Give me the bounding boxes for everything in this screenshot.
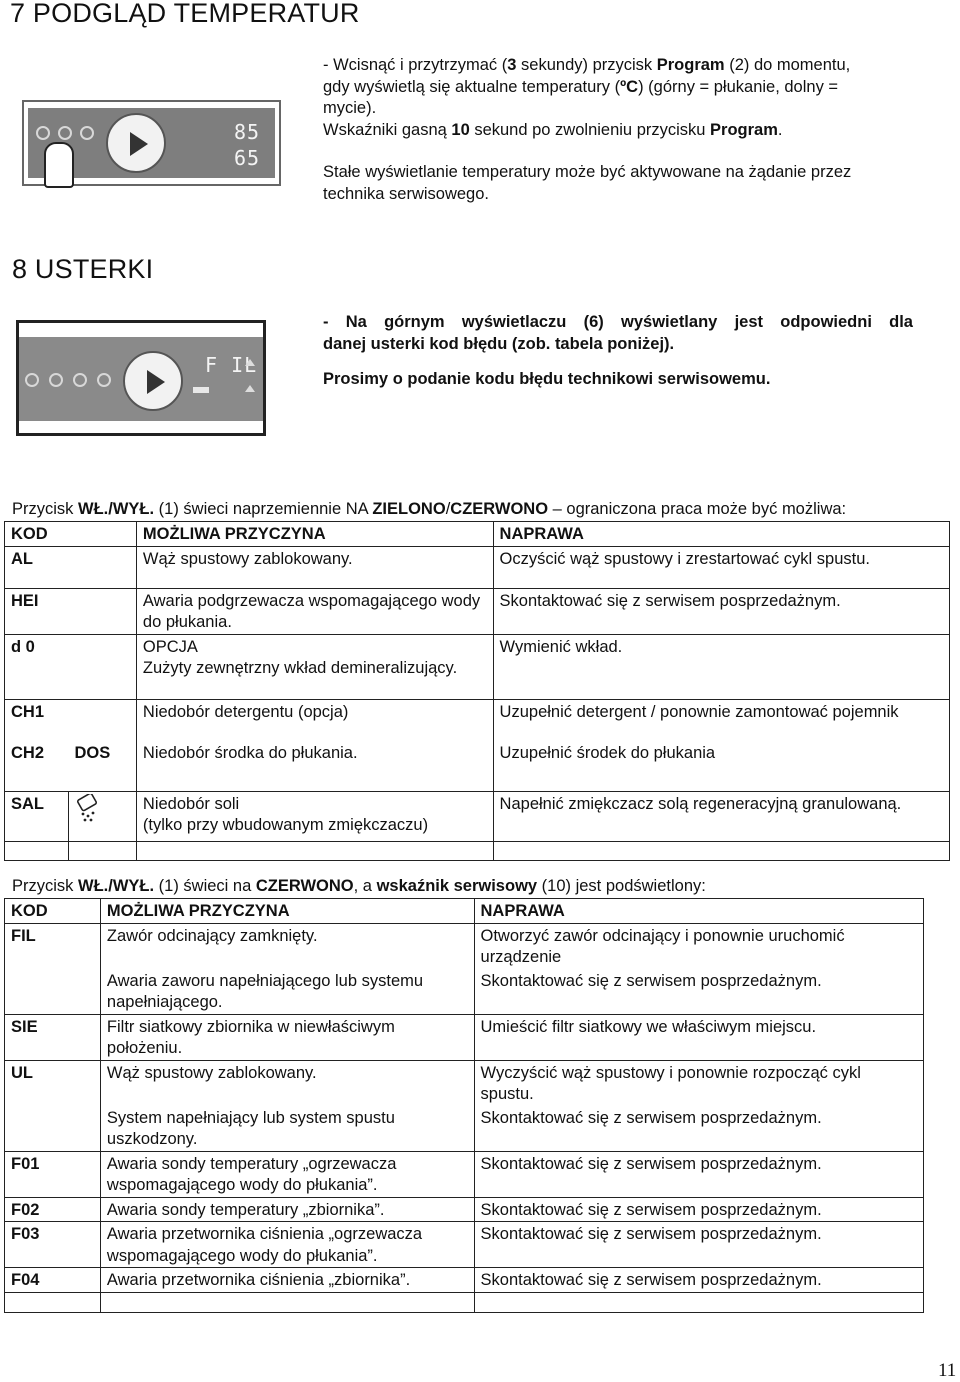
error-code: F01 xyxy=(5,1151,101,1197)
table-row xyxy=(5,634,950,699)
indicator-icon xyxy=(73,373,87,387)
error-fix: Uzupełnić detergent / ponownie zamontować pojemnik xyxy=(493,699,949,741)
error-fix: Otworzyć zawór odcinający i ponownie uruchomić urządzenie xyxy=(474,923,923,969)
table-row xyxy=(5,741,950,791)
indicator-icon xyxy=(49,373,63,387)
error-fix: Skontaktować się z serwisem posprzedażnym. xyxy=(493,588,949,634)
error-subcode xyxy=(68,699,136,741)
control-panel-image-temperatures xyxy=(22,100,281,186)
salt-icon xyxy=(75,794,97,822)
error-code: F03 xyxy=(5,1222,101,1268)
error-cause: Awaria podgrzewacza wspomagającego wody do płukania. xyxy=(136,588,493,634)
table-row xyxy=(5,546,950,588)
table-row xyxy=(5,1151,924,1197)
error-cause: Awaria przetwornika ciśnienia „ogrzewacza wspomagającego wody do płukania”. xyxy=(100,1222,474,1268)
error-fix: Skontaktować się z serwisem posprzedażnym. xyxy=(474,1151,923,1197)
error-cause: Awaria sondy temperatury „zbiornika”. xyxy=(100,1197,474,1222)
error-cause: System napełniający lub system spustu uszkodzony. xyxy=(100,1106,474,1152)
service-wrench-icon xyxy=(193,387,209,393)
error-code: SAL xyxy=(5,791,69,841)
error-code: CH2 xyxy=(5,741,69,791)
error-fix: Uzupełnić środek do płukania xyxy=(493,741,949,791)
error-cause: Wąż spustowy zablokowany. xyxy=(136,546,493,588)
column-header: MOŻLIWA PRZYCZYNA xyxy=(136,522,493,547)
error-fix: Napełnić zmiękczacz solą regeneracyjną granulowaną. xyxy=(493,791,949,841)
table-row xyxy=(5,1014,924,1060)
error-code: d 0 xyxy=(5,634,137,699)
table-row xyxy=(5,1106,924,1152)
error-cause: Filtr siatkowy zbiornika w niewłaściwym położeniu. xyxy=(100,1014,474,1060)
error-code: SIE xyxy=(5,1014,101,1060)
column-header: NAPRAWA xyxy=(474,899,923,924)
table-row xyxy=(5,588,950,634)
indicator-icon xyxy=(36,126,50,140)
indicator-icon xyxy=(25,373,39,387)
error-fix: Skontaktować się z serwisem posprzedażnym. xyxy=(474,1222,923,1268)
error-table-service xyxy=(4,898,924,1313)
error-fix: Umieścić filtr siatkowy we właściwym miejscu. xyxy=(474,1014,923,1060)
dos-label: DOS xyxy=(68,741,136,791)
table-row xyxy=(5,699,950,741)
table-1-intro: Przycisk WŁ./WYŁ. (1) świeci naprzemiennie NA ZIELONO/CZERWONO – ograniczona praca może być możliwa: xyxy=(12,500,847,518)
table-row xyxy=(5,1197,924,1222)
error-code-display: F IL xyxy=(205,353,258,377)
program-button-picture xyxy=(123,351,183,411)
error-code: AL xyxy=(5,546,137,588)
program-button-picture xyxy=(106,113,166,173)
error-code xyxy=(5,969,101,1015)
table-row xyxy=(5,969,924,1015)
error-fix: Skontaktować się z serwisem posprzedażnym. xyxy=(474,1268,923,1293)
error-cause: Niedobór środka do płukania. xyxy=(136,741,493,791)
error-code: UL xyxy=(5,1060,101,1106)
indicator-icon xyxy=(97,373,111,387)
control-panel-image-error xyxy=(16,320,266,436)
table-row xyxy=(5,1060,924,1106)
column-header: KOD xyxy=(5,899,101,924)
salt-cell xyxy=(68,791,136,841)
temperature-display-bottom: 65 xyxy=(234,146,261,170)
column-header: NAPRAWA xyxy=(493,522,949,547)
error-cause: Awaria zaworu napełniającego lub systemu napełniającego. xyxy=(100,969,474,1015)
table-row xyxy=(5,791,950,841)
column-header: MOŻLIWA PRZYCZYNA xyxy=(100,899,474,924)
error-cause: Awaria sondy temperatury „ogrzewacza wspomagającego wody do płukania”. xyxy=(100,1151,474,1197)
column-header: KOD xyxy=(5,522,137,547)
error-code xyxy=(5,1106,101,1152)
error-cause: Wąż spustowy zablokowany. xyxy=(100,1060,474,1106)
indicator-icon xyxy=(58,126,72,140)
table-row xyxy=(5,1268,924,1293)
error-fix: Oczyścić wąż spustowy i zrestartować cykl spustu. xyxy=(493,546,949,588)
page-number: 11 xyxy=(938,1360,957,1381)
error-cause: Zawór odcinający zamknięty. xyxy=(100,923,474,969)
error-fix: Wyczyścić wąż spustowy i ponownie rozpocząć cykl spustu. xyxy=(474,1060,923,1106)
error-table-alternating xyxy=(4,521,950,861)
table-row-empty xyxy=(5,1292,924,1312)
chevron-up-icon xyxy=(245,385,255,392)
error-fix: Wymienić wkład. xyxy=(493,634,949,699)
finger-icon xyxy=(44,142,74,188)
error-code: HEI xyxy=(5,588,137,634)
error-cause: Niedobór detergentu (opcja) xyxy=(136,699,493,741)
error-cause: OPCJA Zużyty zewnętrzny wkład demineralizujący. xyxy=(136,634,493,699)
error-cause: Niedobór soli (tylko przy wbudowanym zmiękczaczu) xyxy=(136,791,493,841)
error-fix: Skontaktować się z serwisem posprzedażnym. xyxy=(474,969,923,1015)
table-row xyxy=(5,1222,924,1268)
error-code: FIL xyxy=(5,923,101,969)
section-8-title: 8 USTERKI xyxy=(12,254,154,284)
table-2-intro: Przycisk WŁ./WYŁ. (1) świeci na CZERWONO, a wskaźnik serwisowy (10) jest podświetlony: xyxy=(12,877,706,895)
section-7-text: - Wcisnąć i przytrzymać (3 sekundy) przycisk Program (2) do momentu, gdy wyświetlą się aktualne temperatury (ºC) (górny = płukanie, dolny = mycie). Wskaźniki gasną 10 sekund po zwolnieniu przycisku Program. Stałe wyświetlanie temperatury może być aktywowane na żądanie przez technika serwisowego. xyxy=(323,56,852,203)
table-row-empty xyxy=(5,841,950,860)
indicator-icon xyxy=(80,126,94,140)
section-8-text: - Na górnym wyświetlaczu (6) wyświetlany jest odpowiedni dla danej usterki kod błędu (zob. tabela poniżej). Prosimy o podanie kodu błędu technikowi serwisowemu. xyxy=(323,313,913,388)
section-7-title: 7 PODGLĄD TEMPERATUR xyxy=(10,0,360,28)
error-fix: Skontaktować się z serwisem posprzedażnym. xyxy=(474,1106,923,1152)
chevron-up-icon xyxy=(245,359,255,366)
error-code: F04 xyxy=(5,1268,101,1293)
table-row xyxy=(5,923,924,969)
error-code: F02 xyxy=(5,1197,101,1222)
error-code: CH1 xyxy=(5,699,69,741)
temperature-display-top: 85 xyxy=(234,120,261,144)
error-fix: Skontaktować się z serwisem posprzedażnym. xyxy=(474,1197,923,1222)
error-cause: Awaria przetwornika ciśnienia „zbiornika”. xyxy=(100,1268,474,1293)
